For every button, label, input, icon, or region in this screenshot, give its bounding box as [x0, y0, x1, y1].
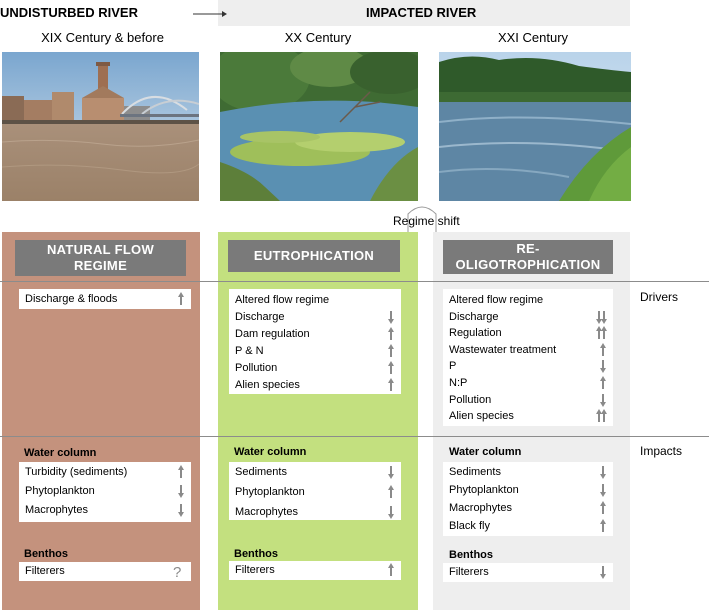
natural-benthos-row-label: Filterers [25, 565, 65, 577]
up-arrow-icon [379, 485, 395, 499]
eutrophication-benthos-row-label: Filterers [235, 564, 275, 576]
impacts-label: Impacts [640, 444, 683, 458]
natural-water-column-row-label: Macrophytes [25, 504, 88, 516]
eutrophication-water-column-box [229, 462, 401, 520]
reoligotrophication-drivers-row-label: Wastewater treatment [449, 343, 557, 356]
title-reoligotrophication: RE- OLIGOTROPHICATION [443, 240, 613, 274]
question-mark-icon [169, 564, 185, 578]
eutrophication-water-column-row-label: Phytoplankton [235, 486, 305, 498]
reoligotrophication-water-column-row-label: Macrophytes [449, 502, 512, 514]
reoligotrophication-drivers-box [443, 289, 613, 426]
era-label-xx: XX Century [284, 30, 352, 45]
title-eutrophication: EUTROPHICATION [228, 240, 400, 272]
down-arrow-icon [591, 393, 607, 407]
reoligotrophication-drivers-row-label: Alien species [449, 410, 514, 423]
natural-drivers-box [19, 289, 191, 309]
eutrophication-water-column-title: Water column [234, 446, 307, 458]
impacted-river-title: IMPACTED RIVER [366, 5, 477, 20]
down-arrow-icon [379, 465, 395, 479]
eutrophication-drivers-row-label: P & N [235, 345, 264, 357]
photo-xx-century-river [220, 52, 418, 201]
natural-water-column-box [19, 462, 191, 522]
eutrophication-water-column-row-label: Sediments [235, 466, 287, 478]
up-arrow-icon [591, 501, 607, 515]
drivers-separator-line [0, 281, 709, 282]
natural-water-column-row-label: Phytoplankton [25, 485, 95, 497]
up-arrow-icon [379, 361, 395, 375]
header-arrow-icon [192, 8, 228, 20]
natural-benthos-box [19, 562, 191, 581]
eutrophication-drivers-row-label: Discharge [235, 311, 285, 323]
reoligotrophication-drivers-row-label: Regulation [449, 327, 502, 340]
era-label-xxi: XXI Century [497, 30, 569, 45]
photo-xxi-century-river [439, 52, 631, 201]
eutrophication-drivers-row-label: Altered flow regime [235, 294, 330, 306]
natural-water-column-row-label: Turbidity (sediments) [25, 466, 128, 478]
svg-text:?: ? [173, 564, 182, 578]
reoligotrophication-drivers-row-label: Discharge [449, 310, 499, 323]
reoligotrophication-water-column-row-label: Sediments [449, 466, 501, 478]
reoligotrophication-benthos-row-label: Filterers [449, 566, 489, 578]
reoligotrophication-water-column-title: Water column [449, 446, 522, 458]
up-arrow-icon [591, 519, 607, 533]
down-arrow-icon [169, 503, 185, 517]
down-arrow-icon [591, 359, 607, 373]
natural-benthos-title: Benthos [24, 548, 68, 560]
reoligotrophication-drivers-row-label: Altered flow regime [449, 294, 544, 306]
up-arrow-icon [379, 378, 395, 392]
down-arrow-icon [169, 484, 185, 498]
eutrophication-benthos-box [229, 561, 401, 580]
impacts-separator-line [0, 436, 709, 437]
up-arrow-icon [379, 344, 395, 358]
up-arrow-icon [169, 465, 185, 479]
double-up-arrow-icon [591, 326, 607, 340]
down-arrow-icon [379, 505, 395, 519]
reoligotrophication-benthos-box [443, 563, 613, 582]
down-arrow-icon [591, 565, 607, 579]
eutrophication-drivers-row-label: Dam regulation [235, 328, 310, 340]
eutrophication-drivers-row-label: Alien species [235, 379, 300, 391]
down-arrow-icon [591, 483, 607, 497]
reoligotrophication-drivers-row-label: P [449, 360, 457, 373]
reoligotrophication-benthos-title: Benthos [449, 549, 493, 561]
double-down-arrow-icon [591, 310, 607, 324]
down-arrow-icon [591, 465, 607, 479]
title-natural-flow-regime: NATURAL FLOW REGIME [15, 240, 186, 276]
natural-drivers-row-label: Discharge & floods [25, 293, 118, 305]
double-up-arrow-icon [591, 409, 607, 423]
reoligotrophication-water-column-box [443, 462, 613, 536]
reoligotrophication-water-column-row-label: Black fly [449, 520, 490, 532]
eutrophication-drivers-box [229, 289, 401, 394]
up-arrow-icon [379, 327, 395, 341]
era-label-xix: XIX Century & before [41, 30, 164, 45]
reoligotrophication-drivers-row-label: N:P [449, 377, 468, 389]
natural-water-column-title: Water column [24, 447, 97, 459]
undisturbed-river-title: UNDISTURBED RIVER [0, 5, 138, 20]
regime-shift-label: Regime shift [393, 214, 460, 228]
photo-xix-century-river [2, 52, 199, 201]
drivers-label: Drivers [640, 290, 678, 304]
eutrophication-drivers-row-label: Pollution [235, 362, 278, 374]
up-arrow-icon [591, 376, 607, 390]
up-arrow-icon [591, 343, 607, 357]
reoligotrophication-drivers-row-label: Pollution [449, 393, 492, 406]
up-arrow-icon [169, 292, 185, 306]
reoligotrophication-water-column-row-label: Phytoplankton [449, 484, 519, 496]
down-arrow-icon [379, 310, 395, 324]
eutrophication-water-column-row-label: Macrophytes [235, 506, 298, 518]
up-arrow-icon [379, 563, 395, 577]
eutrophication-benthos-title: Benthos [234, 548, 278, 560]
